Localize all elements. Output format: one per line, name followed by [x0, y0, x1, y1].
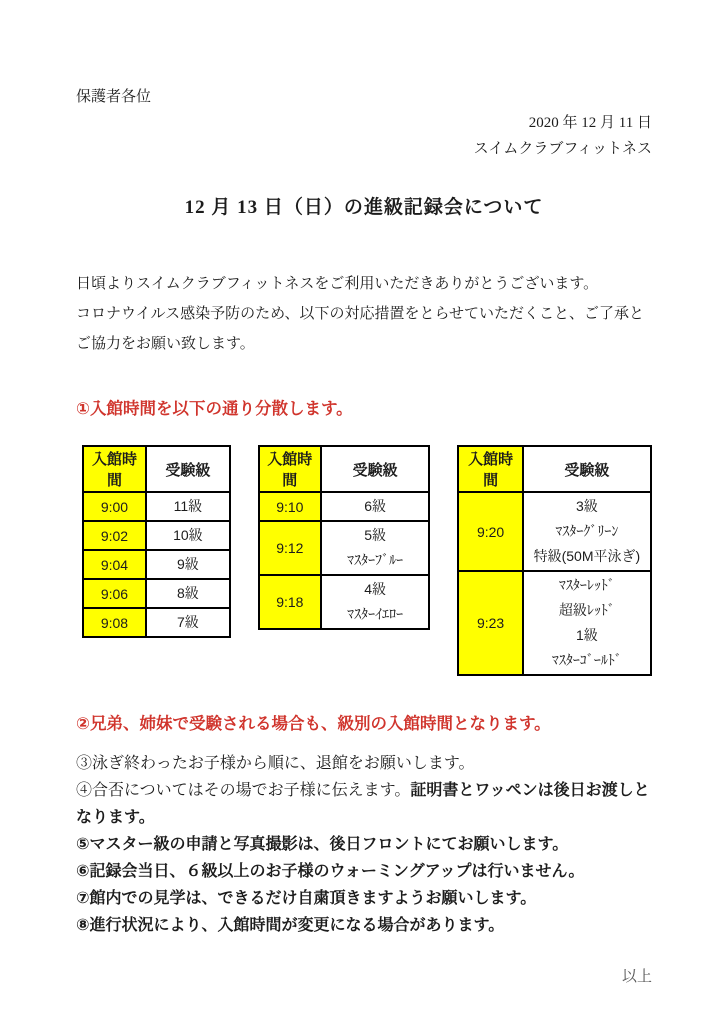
note-item [76, 858, 652, 885]
note-emph-text: 証明書とワッペンは後日お渡しとなります。 [76, 782, 650, 826]
date-block [76, 110, 652, 162]
grade-line: 9級 [176, 556, 199, 572]
exam-grade-cell [146, 608, 230, 637]
grade-line: 超級ﾚｯﾄﾞ [558, 602, 615, 618]
section-heading-1: ①入館時間を以下の通り分散します。 [76, 400, 353, 418]
table-row [83, 608, 230, 637]
entry-time-cell: 9:04 [83, 550, 146, 579]
entry-time-cell: 9:18 [259, 575, 321, 629]
note-emph-text: ⑦館内での見学は、できるだけ自粛頂きますようお願いします。 [76, 890, 537, 907]
closing-label: 以上 [621, 969, 652, 985]
grade-line: 5級 [364, 527, 387, 543]
document-date: 2020 年 12 月 11 日 [528, 115, 652, 131]
table-row [259, 575, 430, 629]
table-row [83, 550, 230, 579]
intro-line-2: コロナウイルス感染予防のため、以下の対応措置をとらせていただくこと、ご了承とご協力をお願い致します。 [76, 306, 645, 352]
grade-line: 11級 [173, 498, 203, 514]
table-row [83, 492, 230, 521]
note-item [76, 885, 652, 912]
grade-line: ﾏｽﾀｰﾌﾞﾙｰ [347, 552, 404, 568]
table-header-time: 入館時間 [259, 446, 321, 492]
note-item [76, 750, 652, 777]
note-item [76, 831, 652, 858]
table-row [83, 521, 230, 550]
exam-grade-cell [146, 579, 230, 608]
note-item [76, 777, 652, 831]
note-item [76, 912, 652, 939]
recipient: 保護者各位 [76, 89, 152, 105]
table-row [83, 579, 230, 608]
table-header-grade: 受験級 [321, 446, 430, 492]
grade-line: 4級 [364, 581, 387, 597]
note-text: ④合否についてはその場でお子様に伝えます。 [76, 782, 411, 799]
organization-name: スイムクラブフィットネス [473, 141, 652, 157]
grade-line: 7級 [176, 614, 199, 630]
entry-time-cell: 9:06 [83, 579, 146, 608]
table-header-row [458, 446, 651, 492]
grade-line: 特級(50M平泳ぎ) [533, 548, 641, 564]
exam-grade-cell [321, 492, 430, 521]
table-header-time: 入館時間 [458, 446, 522, 492]
table-header-row [83, 446, 230, 492]
grade-line: ﾏｽﾀｰｲｴﾛｰ [347, 606, 404, 622]
entry-time-cell: 9:02 [83, 521, 146, 550]
table-row [259, 521, 430, 575]
exam-grade-cell [146, 550, 230, 579]
exam-grade-cell [321, 575, 430, 629]
grade-line: ﾏｽﾀｰｺﾞｰﾙﾄﾞ [551, 652, 622, 668]
note-emph-text: ⑤マスター級の申請と写真撮影は、後日フロントにてお願いします。 [76, 836, 569, 853]
entry-time-table-1 [82, 445, 231, 638]
grade-line: 8級 [176, 585, 199, 601]
notes-list [76, 750, 652, 939]
note-emph-text: ⑧進行状況により、入館時間が変更になる場合があります。 [76, 917, 505, 934]
entry-time-cell: 9:08 [83, 608, 146, 637]
grade-line: 6級 [364, 498, 387, 514]
section-heading-2: ②兄弟、姉妹で受験される場合も、級別の入館時間となります。 [76, 715, 551, 733]
entry-tables [82, 445, 652, 676]
intro-paragraph [76, 269, 652, 359]
exam-grade-cell [523, 492, 651, 571]
grade-line: 3級 [576, 498, 598, 514]
exam-grade-cell [146, 521, 230, 550]
table-row [259, 492, 430, 521]
note-emph-text: ⑥記録会当日、６級以上のお子様のウォーミングアップは行いません。 [76, 863, 585, 880]
entry-time-cell: 9:20 [458, 492, 522, 571]
grade-line: 1級 [576, 627, 598, 643]
table-row [458, 492, 651, 571]
table-header-grade: 受験級 [146, 446, 230, 492]
entry-time-cell: 9:00 [83, 492, 146, 521]
entry-time-table-2 [258, 445, 431, 630]
table-row [458, 571, 651, 675]
grade-line: ﾏｽﾀｰｸﾞﾘｰﾝ [555, 523, 619, 539]
table-header-grade: 受験級 [523, 446, 651, 492]
entry-time-cell: 9:10 [259, 492, 321, 521]
table-header-row [259, 446, 430, 492]
grade-line: ﾏｽﾀｰﾚｯﾄﾞ [558, 577, 615, 593]
intro-line-1: 日頃よりスイムクラブフィットネスをご利用いただきありがとうございます。 [76, 276, 599, 292]
entry-time-cell: 9:12 [259, 521, 321, 575]
exam-grade-cell [523, 571, 651, 675]
note-text: ③泳ぎ終わったお子様から順に、退館をお願いします。 [76, 755, 475, 772]
exam-grade-cell [146, 492, 230, 521]
document-title: 12 月 13 日（日）の進級記録会について [184, 197, 544, 218]
entry-time-table-3 [457, 445, 652, 676]
table-header-time: 入館時間 [83, 446, 146, 492]
grade-line: 10級 [173, 527, 203, 543]
exam-grade-cell [321, 521, 430, 575]
entry-time-cell: 9:23 [458, 571, 522, 675]
